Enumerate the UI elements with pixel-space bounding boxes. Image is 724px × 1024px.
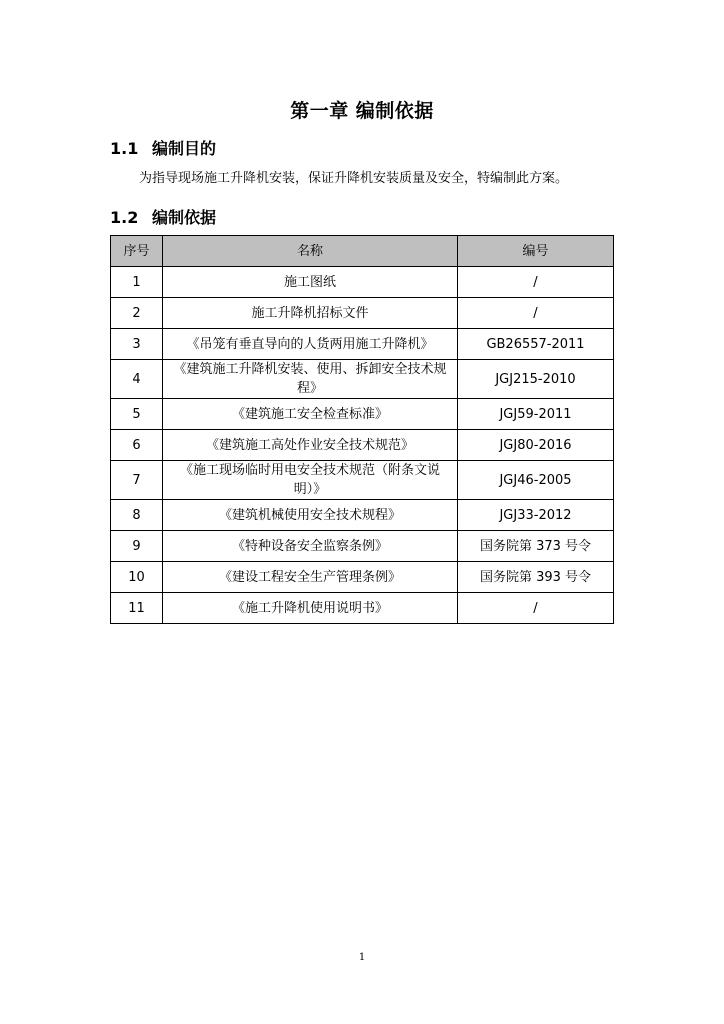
row-code: JGJ59-2011 bbox=[458, 399, 614, 430]
row-code: GB26557-2011 bbox=[458, 329, 614, 360]
row-no: 7 bbox=[111, 461, 163, 500]
row-no: 9 bbox=[111, 531, 163, 562]
table-row bbox=[111, 531, 614, 562]
table-row bbox=[111, 430, 614, 461]
header-code: 编号 bbox=[458, 236, 614, 267]
row-no: 3 bbox=[111, 329, 163, 360]
section-number: 1.2 bbox=[110, 208, 139, 227]
table-row bbox=[111, 329, 614, 360]
row-code: / bbox=[458, 267, 614, 298]
row-no: 1 bbox=[111, 267, 163, 298]
row-name: 《施工升降机使用说明书》 bbox=[163, 593, 458, 624]
row-name: 《建筑施工高处作业安全技术规范》 bbox=[163, 430, 458, 461]
section-title: 编制依据 bbox=[152, 208, 217, 227]
row-name: 《建筑施工安全检查标准》 bbox=[163, 399, 458, 430]
table-row bbox=[111, 267, 614, 298]
table-row bbox=[111, 461, 614, 500]
row-code: JGJ33-2012 bbox=[458, 500, 614, 531]
row-code: 国务院第 393 号令 bbox=[458, 562, 614, 593]
section-heading-basis bbox=[110, 205, 216, 228]
row-name: 施工图纸 bbox=[163, 267, 458, 298]
row-name: 《建筑机械使用安全技术规程》 bbox=[163, 500, 458, 531]
row-no: 8 bbox=[111, 500, 163, 531]
row-code: / bbox=[458, 593, 614, 624]
row-code: JGJ215-2010 bbox=[458, 360, 614, 399]
row-code: JGJ80-2016 bbox=[458, 430, 614, 461]
header-no: 序号 bbox=[111, 236, 163, 267]
row-no: 4 bbox=[111, 360, 163, 399]
row-name: 《施工现场临时用电安全技术规范（附条文说明）》 bbox=[163, 461, 458, 500]
section-number: 1.1 bbox=[110, 139, 139, 158]
row-name: 《建筑施工升降机安装、使用、拆卸安全技术规程》 bbox=[163, 360, 458, 399]
table-row bbox=[111, 360, 614, 399]
row-name: 《吊笼有垂直导向的人货两用施工升降机》 bbox=[163, 329, 458, 360]
table-row bbox=[111, 298, 614, 329]
page-number: 1 bbox=[358, 952, 366, 963]
table-row bbox=[111, 399, 614, 430]
row-code: JGJ46-2005 bbox=[458, 461, 614, 500]
row-no: 5 bbox=[111, 399, 163, 430]
section-heading-purpose bbox=[110, 136, 216, 159]
section-title: 编制目的 bbox=[152, 139, 217, 158]
row-no: 2 bbox=[111, 298, 163, 329]
table-row bbox=[111, 500, 614, 531]
row-name: 《特种设备安全监察条例》 bbox=[163, 531, 458, 562]
basis-table bbox=[110, 235, 614, 624]
row-name: 施工升降机招标文件 bbox=[163, 298, 458, 329]
row-no: 10 bbox=[111, 562, 163, 593]
table-header-row bbox=[111, 236, 614, 267]
table-row bbox=[111, 562, 614, 593]
row-name: 《建设工程安全生产管理条例》 bbox=[163, 562, 458, 593]
header-name: 名称 bbox=[163, 236, 458, 267]
row-code: 国务院第 373 号令 bbox=[458, 531, 614, 562]
table-row bbox=[111, 593, 614, 624]
chapter-title: 第一章 编制依据 bbox=[290, 100, 434, 122]
row-code: / bbox=[458, 298, 614, 329]
purpose-paragraph: 为指导现场施工升降机安装，保证升降机安装质量及安全，特编制此方案。 bbox=[139, 171, 569, 186]
row-no: 11 bbox=[111, 593, 163, 624]
row-no: 6 bbox=[111, 430, 163, 461]
